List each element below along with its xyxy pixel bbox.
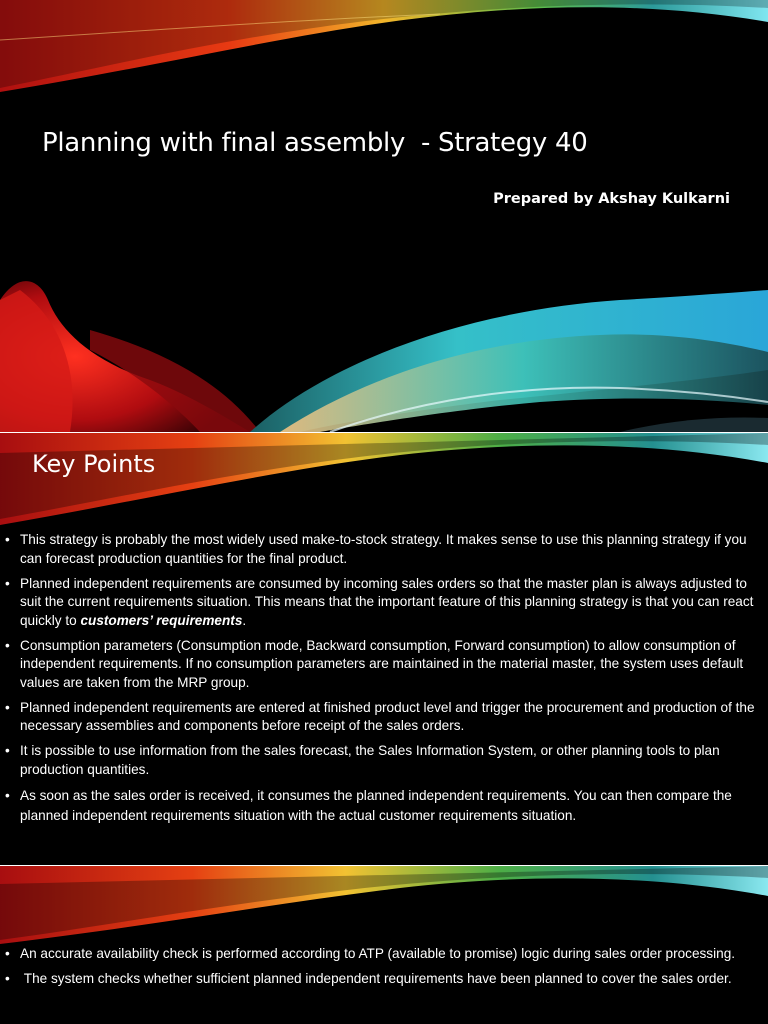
list-item [0,970,760,989]
list-item [0,945,760,964]
bullet-text-end: . [242,612,247,628]
bullet-text: It is possible to use information from the sales forecast, the Sales Information System, or other planning tools to plan production quantities. [20,743,720,777]
key-points-slide [0,433,768,865]
list-item [0,786,760,826]
slide-title: Key Points [32,450,156,478]
list-item [0,531,760,568]
bullet-text: Planned independent requirements are consumed by incoming sales orders so that the master plan is always adjusted to suit the current requirements situation. This means that the important feature of this planning strategy is that you can react quickly to [20,575,754,628]
bullet-list [0,945,760,995]
bullet-text: An accurate availability check is performed according to ATP (available to promise) logic during sales order processing. [20,946,736,961]
emphasis-text: customers’ requirements [80,612,243,628]
continuation-slide [0,866,768,1024]
bullet-text: This strategy is probably the most widely used make-to-stock strategy. It makes sense to use this planning strategy if you can forecast production quantities for the final product. [20,532,747,566]
bullet-text: Planned independent requirements are entered at finished product level and trigger the procurement and production of the necessary assemblies and components before receipt of the sales orders. [20,699,755,733]
list-item [0,637,760,693]
bullet-list [0,531,760,832]
swoosh-decoration [0,866,768,946]
bullet-text: Consumption parameters (Consumption mode, Backward consumption, Forward consumption) to allow consumption of independent requirements. If no consumption parameters are maintained in the material master, the system uses default values are taken from the MRP group. [20,637,744,690]
title-slide [0,0,768,432]
swoosh-decoration [0,0,768,432]
slide-title: Planning with final assembly - Strategy 40 [42,128,588,158]
bullet-text: As soon as the sales order is received, it consumes the planned independent requirements. You can then compare the planned independent requirements situation with the actual customer requirements situation. [20,787,732,823]
bullet-text: The system checks whether sufficient planned independent requirements have been planned to cover the sales order. [20,971,732,986]
list-item [0,742,760,779]
list-item [0,699,760,736]
slide-subtitle: Prepared by Akshay Kulkarni [493,191,730,207]
list-item [0,575,760,631]
